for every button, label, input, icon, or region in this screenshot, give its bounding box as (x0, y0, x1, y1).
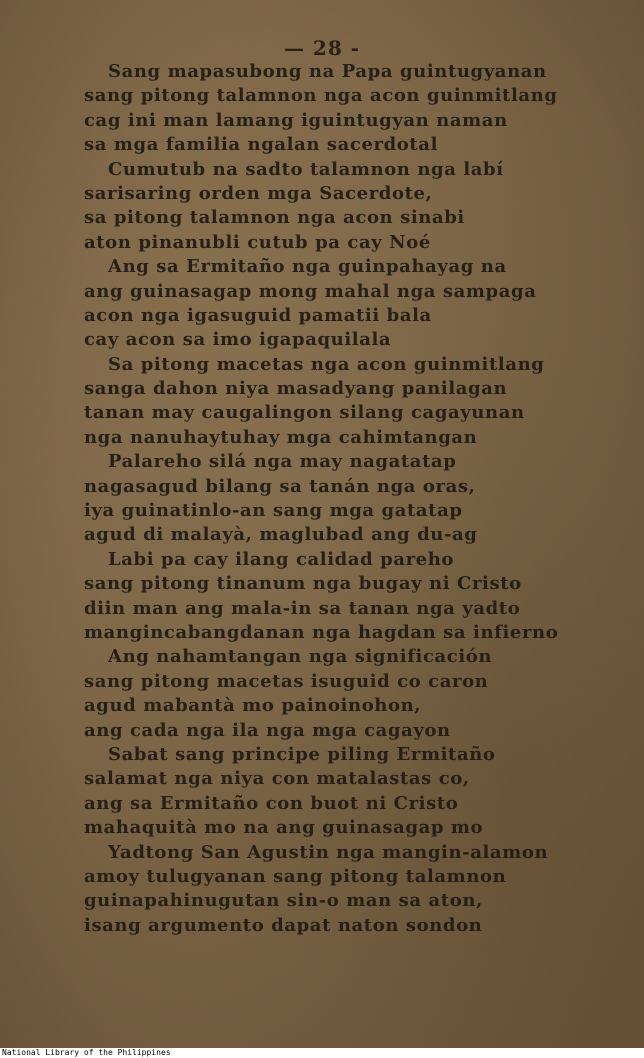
text-line: ang sa Ermitaño con buot ni Cristo (84, 792, 459, 814)
text-line: salamat nga niya con matalastas co, (84, 768, 470, 790)
text-line: sang pitong talamnon nga acon guinmitlang (84, 85, 558, 107)
text-line: guinapahinugutan sin-o man sa aton, (84, 890, 483, 912)
text-line: ang guinasagap mong mahal nga sampaga (84, 280, 537, 302)
text-line: Sa pitong macetas nga acon guinmitlang (108, 353, 545, 375)
text-line: Yadtong San Agustin nga mangin-alamon (108, 841, 549, 863)
text-line: diin man ang mala-in sa tanan nga yadto (84, 597, 521, 619)
text-line: agud mabantà mo painoinohon, (84, 695, 422, 717)
page-number: — 28 - (283, 36, 361, 60)
text-line: amoy tulugyanan sang pitong talamnon (84, 865, 507, 887)
text-line: acon nga igasuguid pamatii bala (84, 304, 432, 326)
text-line: Cumutub na sadto talamnon nga labí (108, 158, 504, 180)
text-line: nga nanuhaytuhay mga cahimtangan (84, 426, 478, 448)
text-line: aton pinanubli cutub pa cay Noé (84, 231, 431, 253)
text-line: Labi pa cay ilang calidad pareho (108, 548, 455, 570)
text-line: mangincabangdanan nga hagdan sa infierno (84, 621, 559, 643)
text-line: sarisaring orden mga Sacerdote, (84, 182, 433, 204)
text-line: sang pitong macetas isuguid co caron (84, 670, 489, 692)
text-line: ang cada nga ila nga mga cagayon (84, 719, 451, 741)
text-line: Ang nahamtangan nga significación (108, 646, 493, 668)
footer-bar (0, 1048, 644, 1058)
text-line: iya guinatinlo-an sang mga gatatap (84, 500, 463, 522)
text-line: sang pitong tinanum nga bugay ni Cristo (84, 573, 522, 595)
text-line: Ang sa Ermitaño nga guinpahayag na (108, 256, 507, 278)
text-line: mahaquità mo na ang guinasagap mo (84, 817, 484, 839)
text-line: Sang mapasubong na Papa guintugyanan (108, 61, 547, 82)
poem-text (84, 60, 584, 938)
text-line: Sabat sang principe piling Ermitaño (108, 743, 496, 765)
text-line: isang argumento dapat naton sondon (84, 914, 483, 936)
text-line: sa mga familia ngalan sacerdotal (84, 134, 439, 156)
text-line: Palareho silá nga may nagatatap (108, 451, 457, 473)
text-line: cay acon sa imo igapaquilala (84, 329, 392, 351)
footer-credit: National Library of the Philippines (2, 1048, 171, 1057)
text-line: agud di malayà, maglubad ang du-ag (84, 524, 478, 546)
text-line: sanga dahon niya masadyang panilagan (84, 378, 508, 400)
text-line: nagasagud bilang sa tanán nga oras, (84, 475, 476, 497)
text-line: cag ini man lamang iguintugyan naman (84, 109, 508, 131)
text-line: sa pitong talamnon nga acon sinabi (84, 207, 465, 229)
text-line: tanan may caugalingon silang cagayunan (84, 402, 525, 424)
